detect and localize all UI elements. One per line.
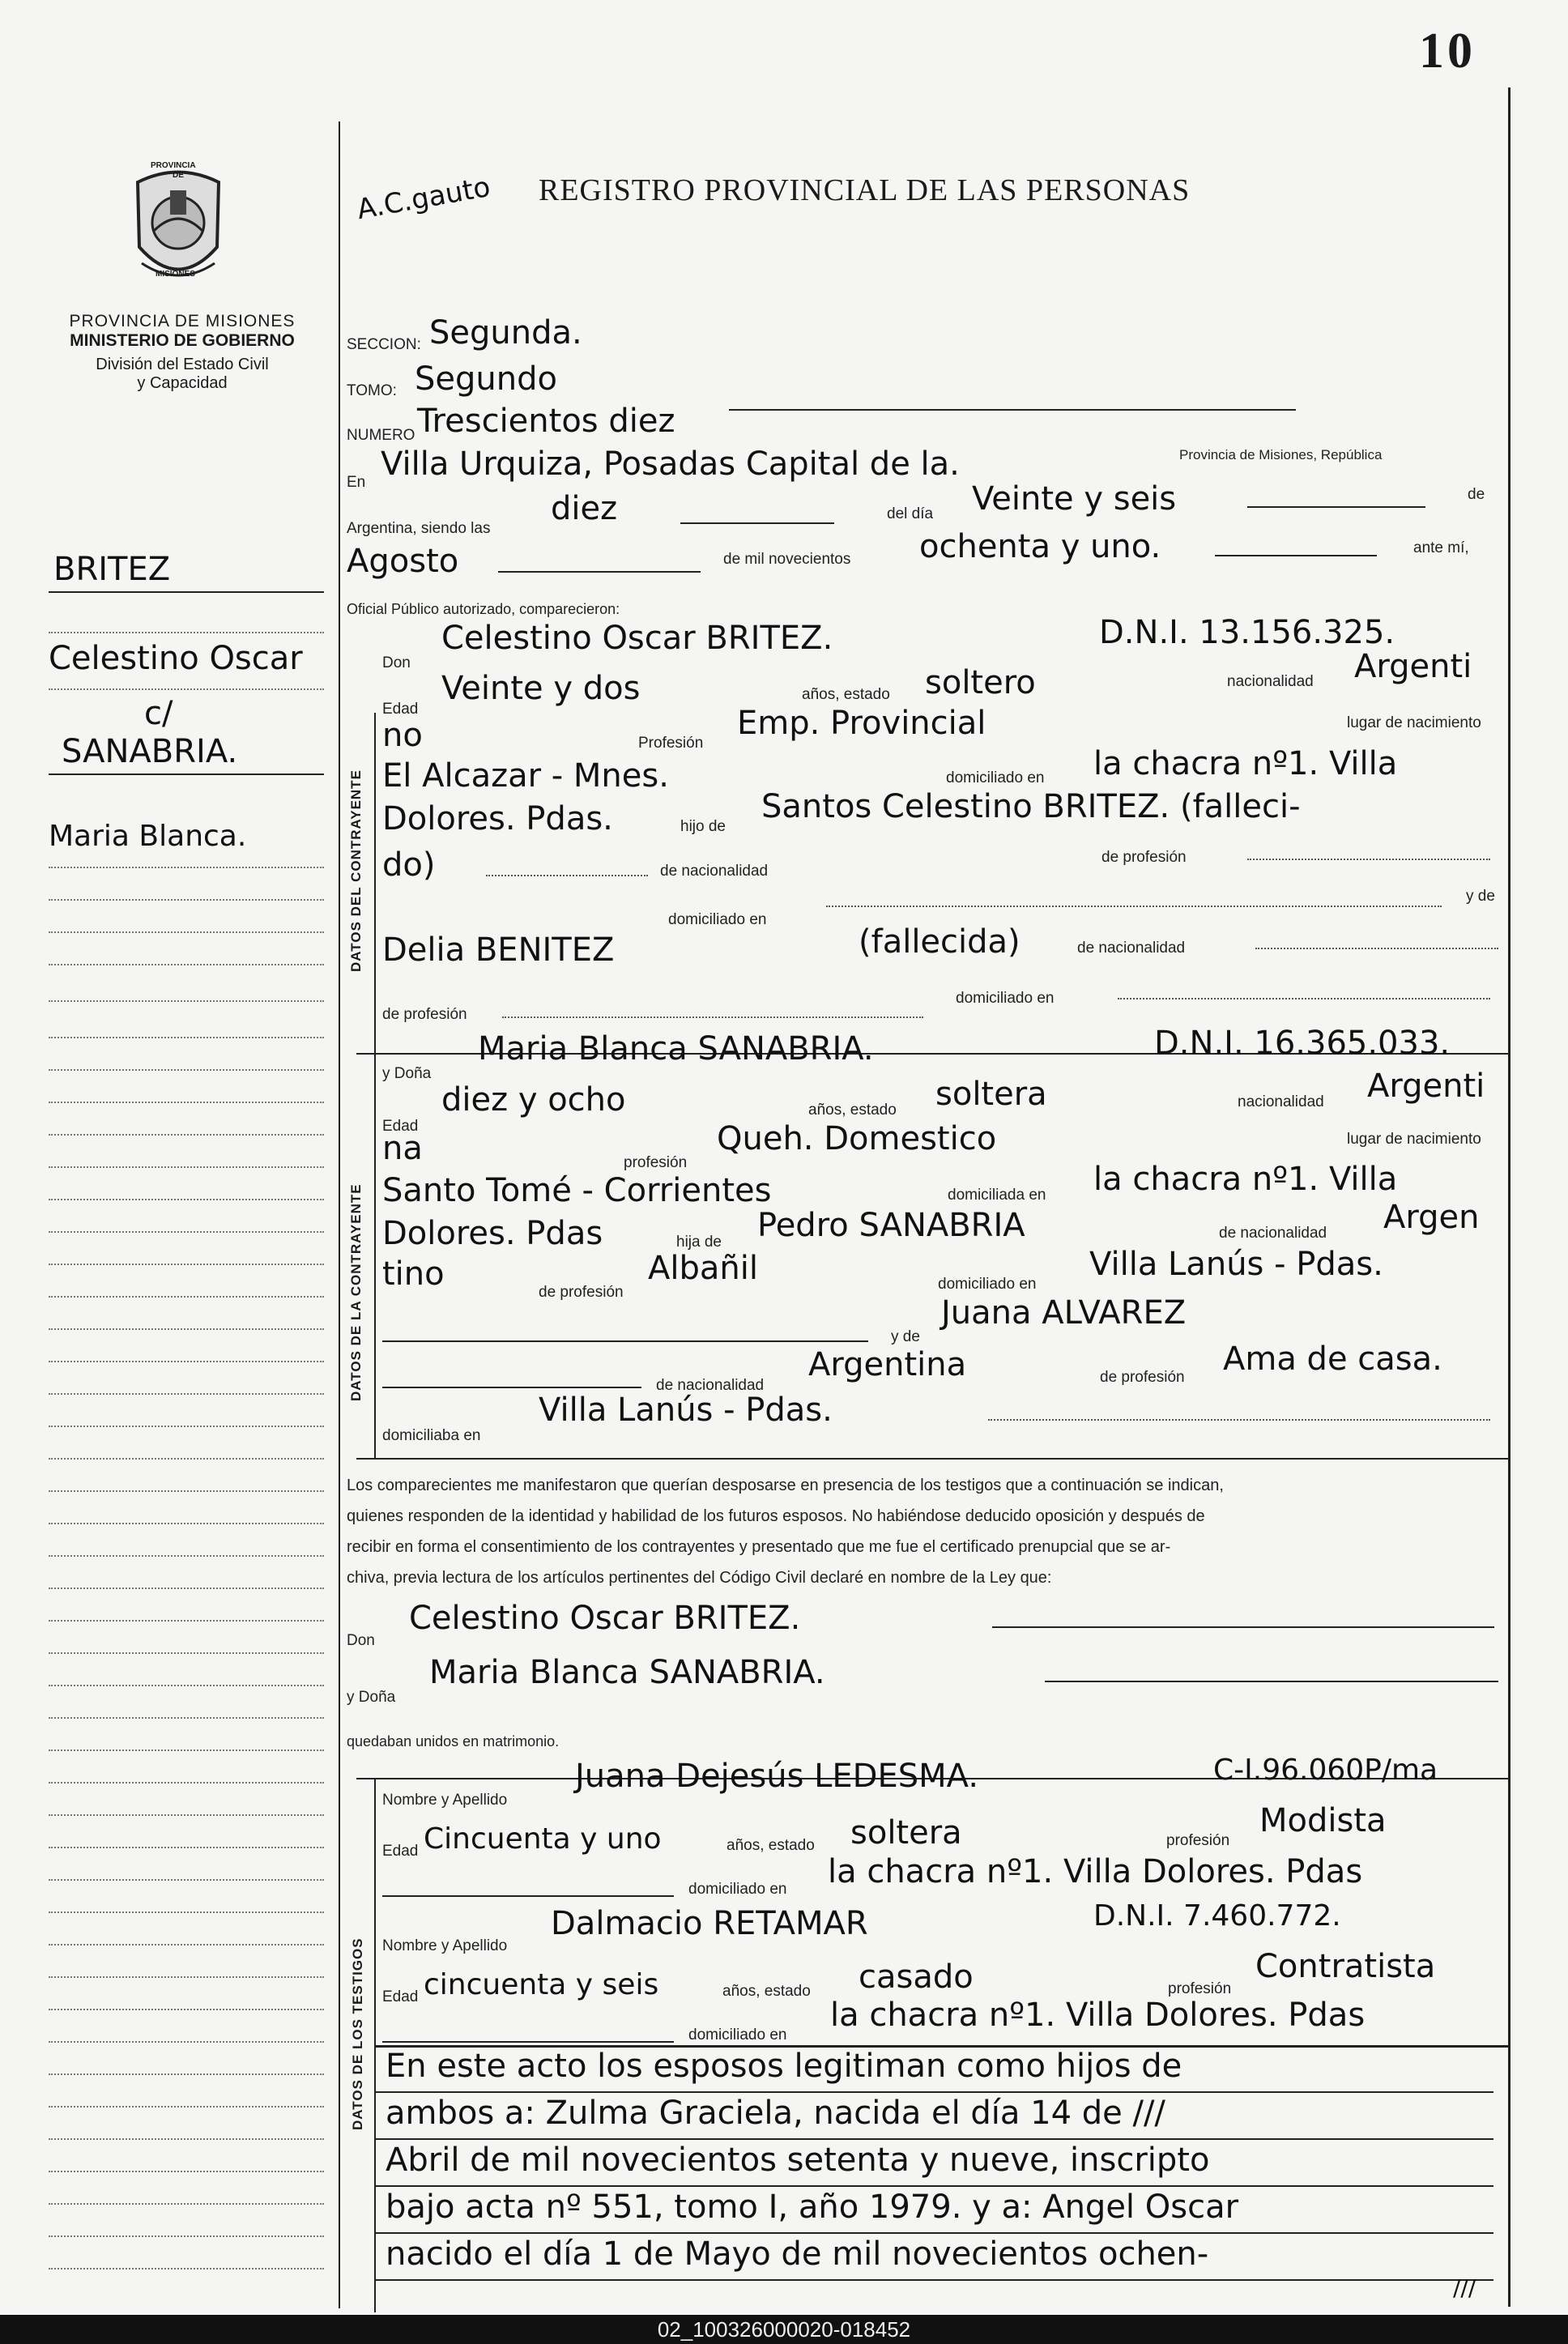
side-label-testigos: DATOS DE LOS TESTIGOS [350, 1937, 365, 2130]
anios-label-2: años, estado [808, 1102, 897, 1119]
lugar-value: Villa Urquiza, Posadas Capital de la. [381, 445, 960, 483]
contrayente2-padre-dom: Villa Lanús - Pdas. [1089, 1246, 1383, 1283]
contrayente2-estado: soltera [935, 1076, 1047, 1113]
numero-label: NUMERO [347, 427, 415, 444]
t1-documento: C-I.96.060P/ma [1213, 1754, 1438, 1787]
contrayente2-profesion: Queh. Domestico [717, 1120, 997, 1157]
margin-dotted-line [49, 1166, 324, 1169]
handwritten-annotation: A.C.gauto [354, 170, 493, 227]
declaration-line: quienes responden de la identidad y habilidad de los futuros esposos. No habiéndose deducido oposición y después de [347, 1507, 1205, 1525]
margin-dotted-line [49, 1037, 324, 1039]
margin-dotted-line [49, 1328, 324, 1331]
padre-domic-label: domiciliado en [668, 911, 767, 928]
margin-surname-1: BRITEZ [53, 551, 171, 588]
madre-dom-dots [988, 1419, 1490, 1421]
margin-dotted-line [49, 1976, 324, 1979]
declaration-line: recibir en forma el consentimiento de los contrayentes y presentado que me fue el certificado prenupcial que se ar- [347, 1538, 1171, 1556]
tomo-label: TOMO: [347, 382, 397, 399]
margin-dotted-line [49, 2073, 324, 2076]
contrayente2-padre: Pedro SANABRIA [757, 1207, 1025, 1244]
margin-dotted-line [49, 1685, 324, 1687]
side-label-contrayente-f: DATOS DE LA CONTRAYENTE [348, 1183, 364, 1401]
org-ministry: MINISTERIO DE GOBIERNO [70, 331, 295, 350]
margin-dotted-line [49, 2106, 324, 2108]
t2-documento: D.N.I. 7.460.772. [1093, 1899, 1341, 1933]
margin-dotted-line [49, 867, 324, 869]
padre-domic-label-2: domiciliado en [938, 1276, 1037, 1293]
contrayente1-edad: Veinte y dos [441, 670, 641, 707]
t1-profesion: Modista [1259, 1802, 1387, 1839]
margin-dotted-line [49, 1231, 324, 1234]
seccion-label: SECCION: [347, 336, 421, 353]
margin-dotted-line [49, 1814, 324, 1817]
nota-box [376, 2045, 1508, 2307]
margin-dotted-line [49, 1717, 324, 1720]
t1-anios-label: años, estado [726, 1837, 815, 1854]
seal-text-de: DE [173, 171, 184, 180]
contrayente1-estado: soltero [925, 664, 1036, 701]
nota-line: Abril de mil novecientos setenta y nueve, inscripto [386, 2142, 1210, 2179]
t1-edad: Cincuenta y uno [424, 1822, 662, 1856]
margin-dotted-line [49, 1620, 324, 1622]
contrayente2-domicilio-cont: Dolores. Pdas [382, 1215, 603, 1252]
lugar-nac-label: lugar de nacimiento [1347, 714, 1481, 731]
t2-domicilio: la chacra nº1. Villa Dolores. Pdas [830, 1997, 1366, 2034]
profesion-label: Profesión [638, 735, 704, 752]
hora-value: diez [551, 490, 618, 527]
en-label: En [347, 474, 366, 491]
seal-text-province: PROVINCIA [151, 161, 196, 170]
t2-edad: cincuenta y seis [424, 1968, 659, 2001]
padre-nac-dots [486, 875, 648, 876]
margin-dotted-line [49, 2041, 324, 2044]
side-column-divider [374, 713, 376, 1458]
t1-profesion-label: profesión [1166, 1832, 1230, 1849]
contrayente2-madre-nac: Argentina [808, 1346, 967, 1383]
margin-dotted-line [49, 964, 324, 966]
org-province: PROVINCIA DE MISIONES [69, 312, 296, 330]
contrayente2-nacionalidad: Argenti [1367, 1068, 1485, 1105]
y-de-label: y de [1466, 888, 1495, 905]
nota-end-mark: /// [1453, 2274, 1476, 2301]
argentina-label: Argentina, siendo las [347, 520, 491, 537]
margin-dotted-line [49, 632, 324, 634]
nota-rule [376, 2091, 1493, 2093]
nacionalidad-label-2: nacionalidad [1238, 1093, 1324, 1110]
padre-prof-label-2: de profesión [539, 1284, 624, 1301]
decl-don-name: Celestino Oscar BRITEZ. [409, 1600, 801, 1637]
nota-rule [376, 2138, 1493, 2140]
declaration-line: Los comparecientes me manifestaron que querían desposarse en presencia de los testigos que a continuación se indican, [347, 1477, 1224, 1494]
nota-rule [376, 2279, 1493, 2281]
anio-value: ochenta y uno. [919, 528, 1161, 565]
margin-dotted-line [49, 1264, 324, 1266]
nota-rule [376, 2185, 1493, 2187]
t2-edad-label: Edad [382, 1988, 419, 2005]
decl-dona-line [1045, 1681, 1498, 1682]
madre-prof-label: de profesión [382, 1006, 467, 1023]
contrayente1-madre-nota: (fallecida) [859, 923, 1020, 961]
margin-dotted-line [49, 1458, 324, 1460]
nota-line: bajo acta nº 551, tomo I, año 1979. y a: Angel Oscar [386, 2188, 1239, 2226]
ante-label: ante mí, [1413, 539, 1469, 556]
org-header [32, 312, 332, 393]
contrayente2-padre-prof: Albañil [648, 1250, 758, 1287]
decl-don-line [992, 1626, 1494, 1628]
margin-dotted-line [49, 2009, 324, 2011]
t1-domic-label: domiciliado en [688, 1881, 787, 1898]
t2-domic-label: domiciliado en [688, 2026, 787, 2044]
edad-label-2: Edad [382, 1118, 419, 1135]
dia-line [1247, 506, 1425, 508]
nota-line: En este acto los esposos legitiman como hijos de [386, 2048, 1182, 2085]
madre-line [382, 1340, 868, 1342]
anio-label: de mil novecientos [723, 551, 851, 568]
mes-line [498, 571, 701, 573]
contrayente1-domicilio-cont: Dolores. Pdas. [382, 800, 613, 837]
contrayente2-nacionalidad-cont: na [382, 1130, 423, 1167]
tomo-value: Segundo [415, 360, 557, 398]
margin-dotted-line [49, 1000, 324, 1003]
madre-nac-label: de nacionalidad [1077, 940, 1186, 957]
org-capacity: y Capacidad [137, 374, 228, 392]
edad-label: Edad [382, 701, 419, 718]
margin-dotted-line [49, 2235, 324, 2238]
side-label-contrayente: DATOS DEL CONTRAYENTE [348, 769, 364, 972]
t1-domicilio: la chacra nº1. Villa Dolores. Pdas [828, 1853, 1363, 1890]
nota-rule [376, 2232, 1493, 2234]
padre-nac-label-2: de nacionalidad [1219, 1225, 1327, 1242]
margin-dotted-line [49, 2268, 324, 2270]
margin-dotted-line [49, 1588, 324, 1590]
contrayente2-domicilio: la chacra nº1. Villa [1093, 1161, 1398, 1198]
contrayente2-lugar-nac: Santo Tomé - Corrientes [382, 1172, 772, 1209]
t2-anios-label: años, estado [722, 1983, 811, 2000]
hijo-label: hijo de [680, 818, 726, 835]
scan-footer-id: 02_100326000020-018452 [0, 2315, 1568, 2344]
contrayente2-madre-dom: Villa Lanús - Pdas. [539, 1391, 833, 1429]
seal-text-misiones: MISIONES [156, 270, 195, 279]
seccion-value: Segunda. [429, 314, 582, 352]
margin-dotted-line [49, 2203, 324, 2205]
document-title: REGISTRO PROVINCIAL DE LAS PERSONAS [539, 173, 1191, 207]
numero-line [729, 409, 1296, 411]
margin-dotted-line [49, 1911, 324, 1914]
t1-estado: soltera [850, 1814, 962, 1852]
org-division: División del Estado Civil [96, 356, 269, 373]
margin-dotted-line [49, 1069, 324, 1072]
madre-prof-dots [502, 1016, 923, 1018]
margin-dotted-line [49, 1944, 324, 1946]
domicilio-label: domiciliado en [946, 769, 1045, 786]
contrayente1-padre: Santos Celestino BRITEZ. (falleci- [761, 788, 1301, 825]
oficial-label: Oficial Público autorizado, comparecieron: [347, 601, 620, 617]
margin-dotted-line [49, 899, 324, 901]
dia-value: Veinte y seis [972, 480, 1177, 518]
mes-value: Agosto [347, 543, 459, 580]
t1-domic-line [382, 1895, 674, 1897]
margin-line [49, 591, 324, 593]
madre-domic-dots [1118, 998, 1490, 999]
t1-nombre-label: Nombre y Apellido [382, 1792, 508, 1809]
margin-dotted-line [49, 1555, 324, 1558]
hija-label: hija de [676, 1234, 722, 1251]
margin-surname-2: SANABRIA. [62, 733, 238, 770]
y-de-label-2: y de [891, 1328, 920, 1345]
margin-dotted-line [49, 931, 324, 934]
margin-dotted-line [49, 688, 324, 691]
madre-nac-dots [1255, 948, 1498, 949]
margin-dotted-line [49, 1426, 324, 1428]
nacionalidad-label: nacionalidad [1227, 673, 1314, 690]
margin-dotted-line [49, 1879, 324, 1882]
margin-dotted-line [49, 1102, 324, 1104]
contrayente2-padre-nac: Argen [1383, 1199, 1480, 1236]
decl-dona-name: Maria Blanca SANABRIA. [429, 1654, 825, 1691]
contrayente1-lugar-nac: El Alcazar - Mnes. [382, 757, 669, 795]
contrayente1-nacionalidad-cont: no [382, 717, 423, 754]
t2-nombre-label: Nombre y Apellido [382, 1937, 508, 1954]
profesion-label-2: profesión [624, 1154, 688, 1171]
madre-domic-label: domiciliado en [956, 990, 1055, 1007]
declaration-line: chiva, previa lectura de los artículos pertinentes del Código Civil declaré en nombre de la Ley que: [347, 1569, 1052, 1587]
quedaban-label: quedaban unidos en matrimonio. [347, 1733, 560, 1749]
right-border [1508, 87, 1510, 2307]
dia-label: del día [887, 505, 934, 522]
margin-dotted-line [49, 1523, 324, 1525]
margin-dotted-line [49, 1361, 324, 1363]
page-number: 10 [1419, 23, 1476, 79]
t2-profesion: Contratista [1255, 1948, 1436, 1985]
section-divider-2 [356, 1458, 1508, 1460]
contrayente2-edad: diez y ocho [441, 1081, 626, 1119]
margin-dotted-line [49, 1847, 324, 1849]
contrayente1-dni: D.N.I. 13.156.325. [1099, 614, 1395, 651]
t2-estado: casado [859, 1958, 974, 1996]
lugar-nac-label-2: lugar de nacimiento [1347, 1131, 1481, 1148]
provincial-seal [121, 158, 235, 296]
margin-dotted-line [49, 1393, 324, 1396]
madre-nac-line [382, 1387, 641, 1388]
domiciliaba-label: domiciliaba en [382, 1427, 481, 1444]
t1-nombre: Juana Dejesús LEDESMA. [575, 1758, 979, 1795]
provincia-label: Provincia de Misiones, República [1179, 447, 1383, 462]
padre-nac-label: de nacionalidad [660, 863, 769, 880]
declaration-paragraph [347, 1470, 1497, 1593]
contrayente1-padre-cont: do) [382, 846, 436, 884]
contrayente1-madre: Delia BENITEZ [382, 931, 615, 969]
t2-domic-line [382, 2041, 674, 2043]
margin-dotted-line [49, 1199, 324, 1201]
t2-profesion-label: profesión [1168, 1980, 1232, 1997]
margin-line-2 [49, 774, 324, 775]
madre-prof-label-2: de profesión [1100, 1369, 1185, 1386]
margin-conjunction: c/ [144, 695, 173, 732]
margin-name-2: Maria Blanca. [49, 820, 247, 853]
margin-dotted-line [49, 2171, 324, 2173]
padre-prof-dots [1247, 859, 1490, 860]
anio-line [1215, 555, 1377, 556]
margin-dotted-line [49, 1749, 324, 1752]
margin-dotted-line [49, 1296, 324, 1298]
margin-dotted-line [49, 1134, 324, 1136]
de-label: de [1468, 486, 1485, 503]
decl-dona-label: y Doña [347, 1689, 396, 1706]
decl-don-label: Don [347, 1632, 375, 1649]
madre-nac-label-2: de nacionalidad [656, 1377, 765, 1394]
margin-dotted-line [49, 1490, 324, 1493]
contrayente1-domicilio: la chacra nº1. Villa [1093, 745, 1398, 782]
margin-dotted-line [49, 2138, 324, 2141]
hora-line [680, 522, 834, 524]
margin-name-1: Celestino Oscar [49, 640, 303, 677]
contrayente2-dni: D.N.I. 16.365.033. [1154, 1025, 1451, 1062]
contrayente1-nacionalidad: Argenti [1354, 648, 1472, 685]
contrayente2-padre-nac-cont: tino [382, 1255, 445, 1293]
contrayente2-madre-prof: Ama de casa. [1223, 1340, 1442, 1378]
padre-domic-dots [826, 906, 1442, 907]
numero-value: Trescientos diez [417, 403, 675, 440]
t2-nombre: Dalmacio RETAMAR [551, 1905, 868, 1942]
margin-dotted-line [49, 1782, 324, 1784]
nota-line: ambos a: Zulma Graciela, nacida el día 14 de /// [386, 2095, 1165, 2132]
column-divider [339, 121, 340, 2308]
contrayente1-profesion: Emp. Provincial [737, 705, 986, 742]
padre-prof-label: de profesión [1101, 849, 1187, 866]
don-label: Don [382, 654, 411, 671]
t1-edad-label: Edad [382, 1843, 419, 1860]
contrayente2-name: Maria Blanca SANABRIA. [478, 1030, 874, 1068]
anios-label: años, estado [802, 686, 890, 703]
contrayente2-madre: Juana ALVAREZ [941, 1294, 1187, 1332]
nota-line: nacido el día 1 de Mayo de mil novecientos ochen- [386, 2235, 1209, 2273]
dona-label: y Doña [382, 1065, 432, 1082]
domicilio-label-2: domiciliada en [948, 1187, 1046, 1204]
contrayente1-name: Celestino Oscar BRITEZ. [441, 620, 833, 657]
margin-dotted-line [49, 1652, 324, 1655]
